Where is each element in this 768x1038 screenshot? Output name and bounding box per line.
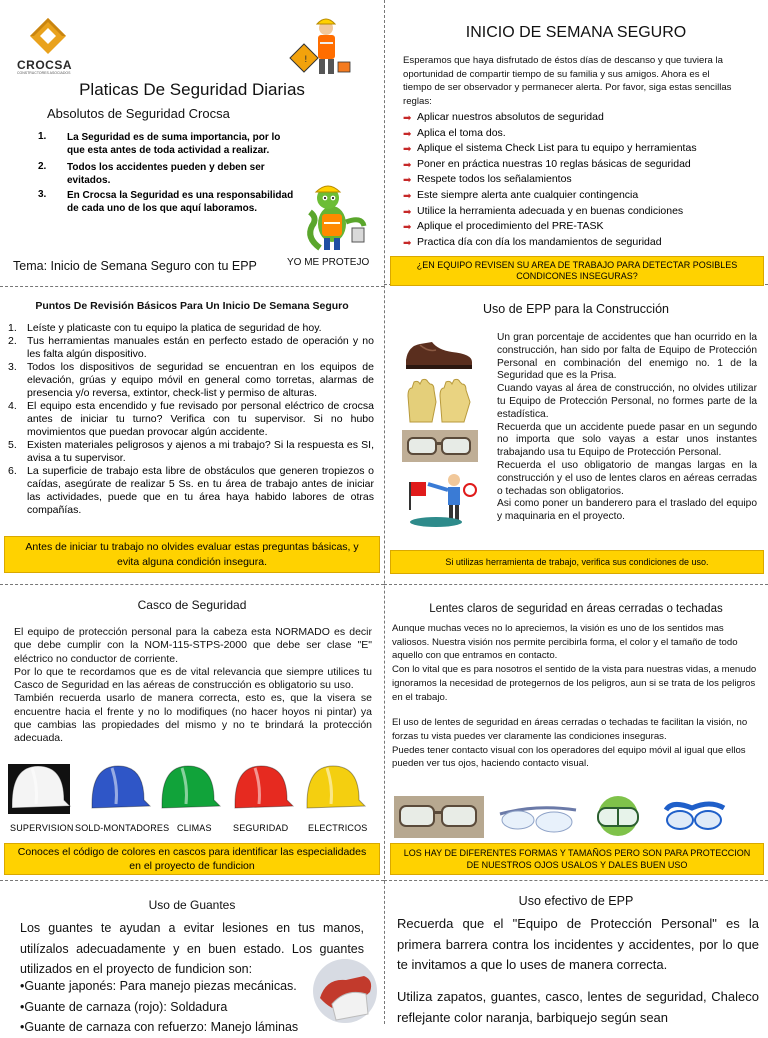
panel6-paragraphs (392, 622, 758, 771)
list-item: ➡ Utilice la herramienta adecuada y en buenas condiciones (403, 204, 753, 220)
helmet-label: ELECTRICOS (308, 823, 368, 833)
arrow-icon: ➡ (403, 175, 412, 187)
list-item: ➡ Aplica el toma dos. (403, 126, 753, 142)
svg-text:!: ! (304, 55, 308, 65)
list-item: •Guante japonés: Para manejo piezas mecánicas. (20, 979, 297, 993)
helmet-icon (8, 764, 70, 814)
panel2-title: INICIO DE SEMANA SEGURO (465, 24, 687, 41)
brand-name: CROCSA (17, 58, 73, 72)
list-item: ➡ Aplique el procedimiento del PRE-TASK (403, 219, 753, 235)
list-item: ➡ Aplique el sistema Check List para tu equipo y herramientas (403, 141, 753, 157)
arrow-icon: ➡ (403, 144, 412, 156)
list-item: ➡ Practica día con día los mandamientos de seguridad (403, 235, 753, 251)
arrow-icon: ➡ (403, 237, 412, 249)
panel1-title: Platicas De Seguridad Diarias (79, 80, 305, 99)
list-item: 3. Todos los dispositivos de seguridad se encuentran en los equipos de elevación, grúas y equipo móvil en general como torretas, alarmas de presencia y/o reversa, extintor, check-list y permiso de alturas. (8, 361, 374, 399)
panel7-body: Los guantes te ayudan a evitar lesiones en tus manos, utilízalos adecuadamente y en buen estado. Los guantes utilizados en el proyecto de fundicion son: (20, 921, 364, 976)
helmet-label: SUPERVISION (10, 823, 74, 833)
helmet-icon (307, 766, 365, 808)
mascot-caption: YO ME PROTEJO (287, 257, 370, 268)
gloves-image (404, 378, 476, 424)
glasses-image-3 (662, 796, 728, 836)
panel7-title: Uso de Guantes (148, 898, 236, 912)
safety-rules-list (403, 110, 753, 250)
cut-line (0, 584, 384, 585)
helmet-icon (92, 766, 150, 808)
list-item: 6. La superficie de trabajo esta libre de obstáculos que generen tropiezos o caídas, asegúrate de realizar 5 Ss. en tu área de trabajo antes de iniciar las actividades, puede que en tu área haya habido labores de otras compañías. (8, 465, 374, 516)
arrow-icon: ➡ (403, 159, 412, 171)
cut-line (384, 584, 768, 585)
list-item: 5. Existen materiales peligrosos y ajenos a mi trabajo? Si la respuesta es SI, avisa a tu supervisor. (8, 439, 374, 464)
panel6-p3: El uso de lentes de seguridad en áreas cerradas o techadas te facilitan la visión, no forzas tu vista puedes ver claramente las condiciones inseguras. (392, 717, 748, 742)
panel6-title: Lentes claros de seguridad en áreas cerradas o techadas (429, 603, 723, 615)
list-item: 2. Tus herramientas manuales están en perfecto estado de operación y no les falta algún dispositivo. (8, 335, 374, 360)
panel4-title: Uso de EPP para la Construcción (483, 302, 669, 316)
panel1-subtitle: Absolutos de Seguridad Crocsa (47, 106, 230, 121)
list-item: 2. Todos los accidentes pueden y deben ser evitados. (38, 161, 265, 186)
helmet-icon (235, 766, 293, 808)
safety-glasses-image (402, 430, 478, 462)
list-item: ➡ Aplicar nuestros absolutos de seguridad (403, 110, 753, 126)
helmet-label: SOLD-MONTADORES (75, 823, 170, 833)
helmet-labels (0, 823, 384, 835)
review-points-list (8, 322, 374, 517)
panel3-banner: Antes de iniciar tu trabajo no olvides evaluar estas preguntas básicas, y evita alguna condición insegura. (4, 536, 380, 573)
gloves-photo (312, 958, 378, 1024)
mascot-illustration (302, 178, 370, 254)
arrow-icon: ➡ (403, 128, 412, 140)
cut-line (0, 286, 384, 287)
arrow-icon: ➡ (403, 206, 412, 218)
helmet-row (8, 760, 378, 822)
panel6-p2: Con lo vital que es para nosotros el sentido de la vista para nuestras vidas, a menudo ignoramos la necesidad de protegernos de los peligros, aun si se trata de los peligros en el trabajo. (392, 664, 757, 703)
panel5-title: Casco de Seguridad (137, 598, 247, 612)
cut-line (384, 880, 768, 881)
arrow-icon: ➡ (403, 190, 412, 202)
panel2-banner: ¿EN EQUIPO REVISEN SU AREA DE TRABAJO PARA DETECTAR POSIBLES CONDICONES INSEGURAS? (390, 256, 764, 286)
list-item: 1. Leíste y platicaste con tu equipo la platica de seguridad de hoy. (8, 322, 322, 334)
boot-image (402, 336, 476, 372)
glasses-image-2 (496, 796, 580, 838)
panel2-intro: Esperamos que haya disfrutado de éstos días de descanso y que tuviera la oportunidad de compartir tiempo de su familia y sus amigos. Ahora es el tiempo de ser observador y permanecer alerta. Por favor, siga estas sencillas reglas: (403, 55, 732, 107)
brand-tagline: CONSTRUCTORES ASOCIADOS (17, 71, 71, 75)
arrow-icon: ➡ (403, 222, 412, 234)
list-item: ➡ Poner en práctica nuestras 10 reglas básicas de seguridad (403, 157, 753, 173)
list-item: •Guante de carnaza con refuerzo: Manejo láminas (20, 1020, 299, 1034)
glasses-image-1 (394, 796, 484, 838)
panel4-banner: Si utilizas herramienta de trabajo, verifica sus condiciones de uso. (390, 550, 764, 574)
list-item: 4. El equipo esta encendido y fue revisado por personal eléctrico de crocsa antes de iniciar tu turno? Verifica con tu supervisor. Si no hubo movimientos que puedan provocar algún accidente. (8, 400, 374, 438)
panel8-p1: Recuerda que el "Equipo de Protección Personal" es la primera barrera contra los incidentes y accidentes, por lo que te invitamos a que lo uses de manera correcta. (397, 916, 759, 972)
panel8-p2: Utiliza zapatos, guantes, casco, lentes de seguridad, Chaleco reflejante color naranja, barbiquejo según sean (397, 989, 759, 1025)
panel5-banner: Conoces el código de colores en cascos para identificar las especialidades en el proyecto de fundicion (4, 843, 380, 875)
panel8-title: Uso efectivo de EPP (518, 894, 634, 908)
list-item: ➡ Respete todos los señalamientos (403, 172, 753, 188)
crocsa-logo (24, 16, 72, 64)
list-item: 1. La Seguridad es de suma importancia, por lo que esta antes de toda actividad a realizar. (38, 131, 281, 156)
talk-theme: Tema: Inicio de Semana Seguro con tu EPP (13, 259, 257, 273)
helmet-label: CLIMAS (177, 823, 212, 833)
cut-line (0, 880, 384, 881)
flagger-image (406, 470, 480, 528)
helmet-label: SEGURIDAD (233, 823, 289, 833)
panel5-body: El equipo de protección personal para la cabeza esta NORMADO es decir que debe cumplir con la NOM-115-STPS-2000 que debe ser clase "E" eléctrico no conductor de corriente. Por lo que te recordamos que es de vital relevancia que siempre utilices tu Casco de Seguridad en las aéreas de construcción es obligatorio su uso. También recuerda usarlo de manera correcta, esto es, que la visera se encuentre hacia el frente y no lo modifiques (no hacer hoyos ni pintar) ya que cambias las propiedades del mismo y no te brindará la protección adecuada. (14, 626, 372, 745)
gloves-list (20, 976, 320, 1038)
panel6-p1: Aunque muchas veces no lo apreciemos, la visión es uno de los sentidos mas valiosos. Nuestra visión nos permite percibirla forma, el color y el tamaño de todo aquello con que entramos en contacto. (392, 623, 738, 662)
fold-line-vertical (384, 0, 385, 1024)
helmet-images (8, 760, 378, 822)
safety-absolutes-list (38, 131, 296, 215)
list-item: 3. En Crocsa la Seguridad es una responsabilidad de cada uno de los que aquí laboramos. (38, 189, 294, 214)
arrow-icon: ➡ (403, 113, 412, 124)
worker-illustration (286, 12, 356, 82)
helmet-icon (162, 766, 220, 808)
list-item: ➡ Este siempre alerta ante cualquier contingencia (403, 188, 753, 204)
goggles-image (590, 794, 646, 838)
panel6-p4: Puedes tener contacto visual con los operadores del equipo móvil al igual que ellos pueden ver tus ojos, haciendo contacto visual. (392, 744, 746, 770)
panel6-banner: LOS HAY DE DIFERENTES FORMAS Y TAMAÑOS PERO SON PARA PROTECCION DE NUESTROS OJOS USALOS Y DALES BUEN USO (390, 843, 764, 875)
list-item: •Guante de carnaza (rojo): Soldadura (20, 999, 228, 1014)
panel3-title: Puntos De Revisión Básicos Para Un Inicio De Semana Seguro (35, 300, 349, 312)
panel4-body: Un gran porcentaje de accidentes que han ocurrido en la construcción, han sido por falta de Equipo de Protección Personal en combinación del enemigo no. 1 de la Seguridad que es la Prisa. Cuando vayas al área de construcción, no olvides utilizar tu Equipo de Protección Personal, no formes parte de la estadística. Recuerda que un accidente puede pasar en un segundo no importa que solo vayas a estar unos instantes trabajando usa tu Equipo de Protección Personal. Recuerda el uso obligatorio de mangas largas en la construcción y el uso de lentes claros en aéreas cerradas o techadas son obligatorios. Asi como poner un banderero para el traslado del equipo y maquinaria en el proyecto. (497, 332, 757, 523)
